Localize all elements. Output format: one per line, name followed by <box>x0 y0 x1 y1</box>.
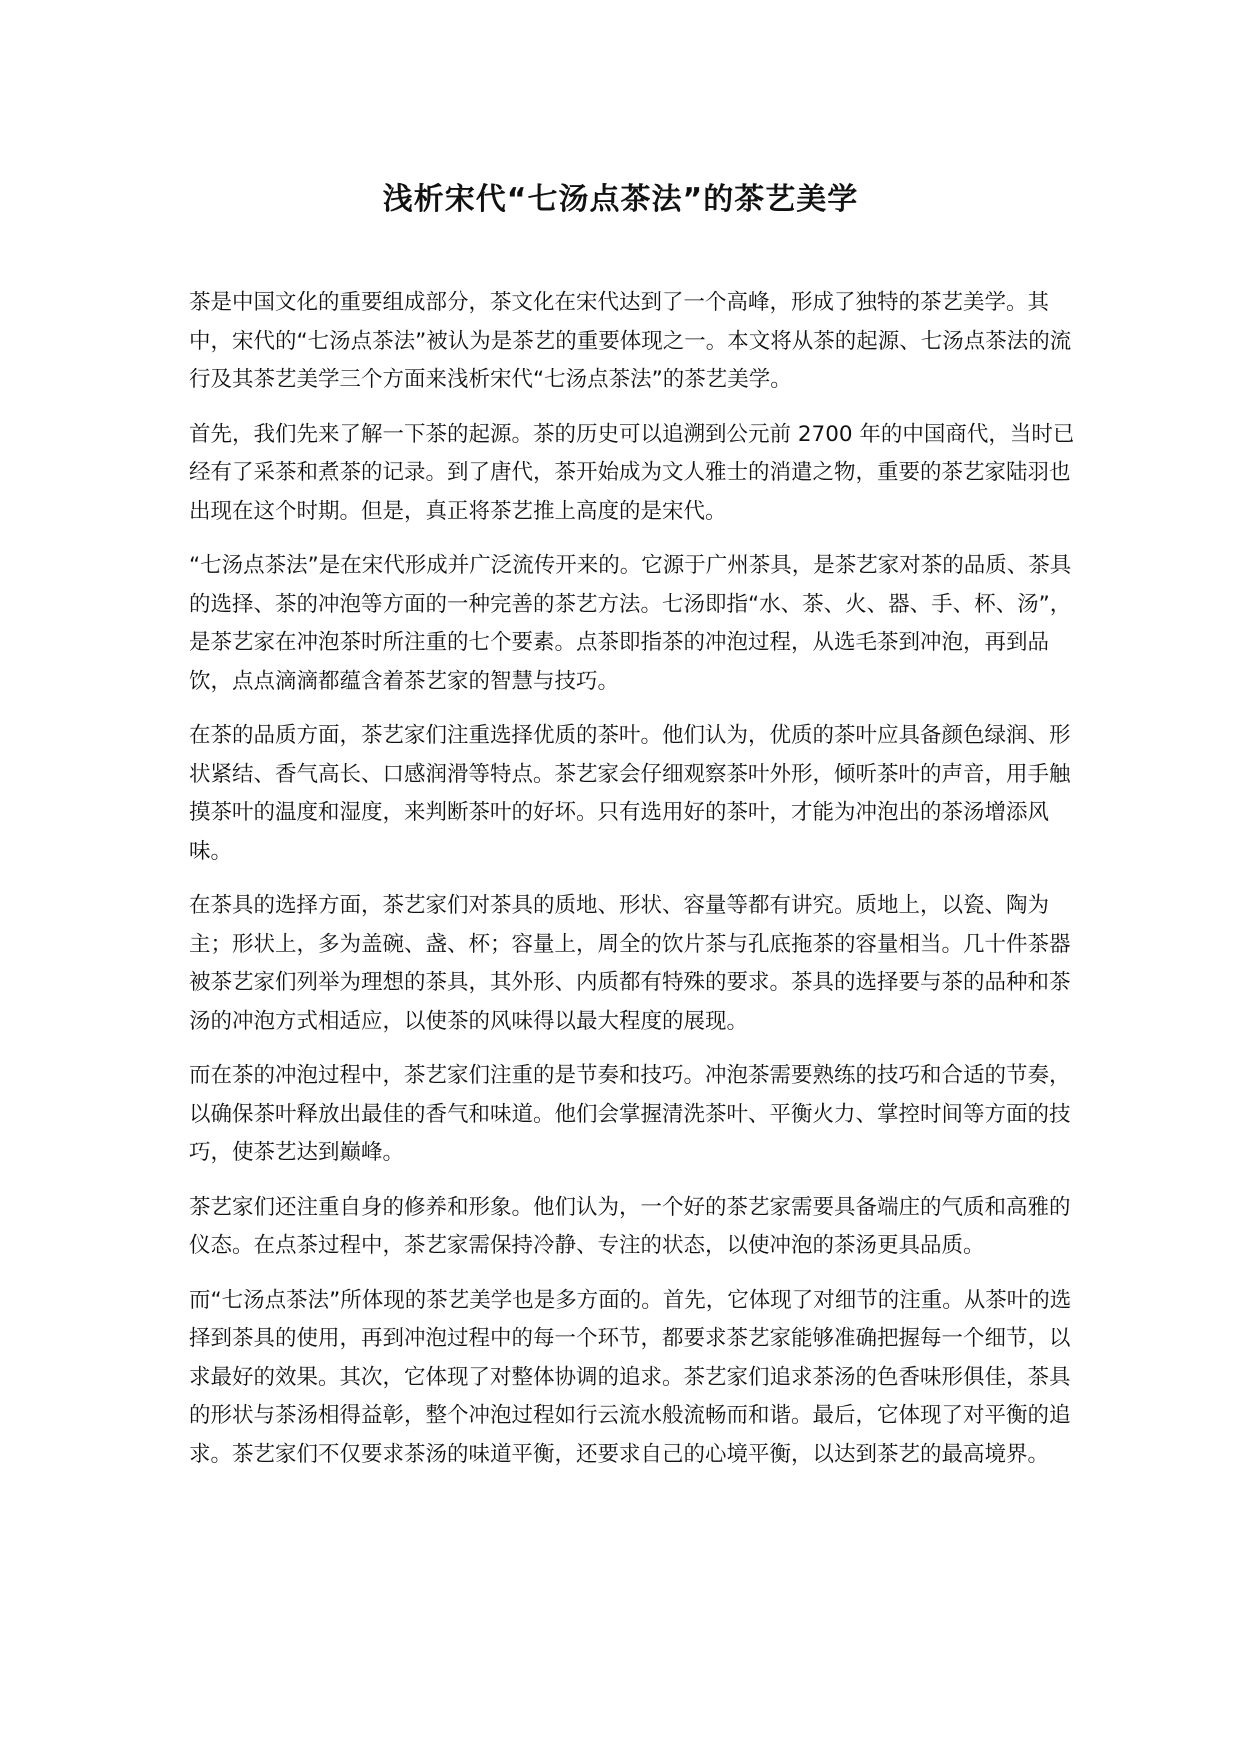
paragraph-1: 茶是中国文化的重要组成部分，茶文化在宋代达到了一个高峰，形成了独特的茶艺美学。其中，宋代的“七汤点茶法”被认为是茶艺的重要体现之一。本文将从茶的起源、七汤点茶法的流行及其茶艺美学三个方面来浅析宋代“七汤点茶法”的茶艺美学。 <box>189 290 1072 392</box>
paragraph-4: 在茶的品质方面，茶艺家们注重选择优质的茶叶。他们认为，优质的茶叶应具备颜色绿润、形状紧结、香气高长、口感润滑等特点。茶艺家会仔细观察茶叶外形，倾听茶叶的声音，用手触摸茶叶的温度和湿度，来判断茶叶的好坏。只有选用好的茶叶，才能为冲泡出的茶汤增添风味。 <box>189 723 1071 864</box>
paragraph-5: 在茶具的选择方面，茶艺家们对茶具的质地、形状、容量等都有讲究。质地上，以瓷、陶为主；形状上，多为盖碗、盏、杯；容量上，周全的饮片茶与孔底拖茶的容量相当。几十件茶器被茶艺家们列举为理想的茶具，其外形、内质都有特殊的要求。茶具的选择要与茶的品种和茶汤的冲泡方式相适应，以使茶的风味得以最大程度的展现。 <box>189 893 1071 1034</box>
document-body <box>189 284 1079 1490</box>
paragraph-6: 而在茶的冲泡过程中，茶艺家们注重的是节奏和技巧。冲泡茶需要熟练的技巧和合适的节奏，以确保茶叶释放出最佳的香气和味道。他们会掌握清洗茶叶、平衡火力、掌控时间等方面的技巧，使茶艺达到巅峰。 <box>189 1063 1071 1165</box>
paragraph-7: 茶艺家们还注重自身的修养和形象。他们认为，一个好的茶艺家需要具备端庄的气质和高雅的仪态。在点茶过程中，茶艺家需保持冷静、专注的状态，以使冲泡的茶汤更具品质。 <box>189 1194 1071 1258</box>
paragraph-8: 而“七汤点茶法”所体现的茶艺美学也是多方面的。首先，它体现了对细节的注重。从茶叶的选择到茶具的使用，再到冲泡过程中的每一个环节，都要求茶艺家能够准确把握每一个细节，以求最好的效果。其次，它体现了对整体协调的追求。茶艺家们追求茶汤的色香味形俱佳，茶具的形状与茶汤相得益彰，整个冲泡过程如行云流水般流畅而和谐。最后，它体现了对平衡的追求。茶艺家们不仅要求茶汤的味道平衡，还要求自己的心境平衡，以达到茶艺的最高境界。 <box>189 1287 1072 1467</box>
paragraph-2: 首先，我们先来了解一下茶的起源。茶的历史可以追溯到公元前 2700 年的中国商代，当时已经有了采茶和煮茶的记录。到了唐代，茶开始成为文人雅士的消遣之物，重要的茶艺家陆羽也出现在这个时期。但是，真正将茶艺推上高度的是宋代。 <box>189 421 1075 524</box>
paragraph-3: “七汤点茶法”是在宋代形成并广泛流传开来的。它源于广州茶具，是茶艺家对茶的品质、茶具的选择、茶的冲泡等方面的一种完善的茶艺方法。七汤即指“水、茶、火、器、手、杯、汤”，是茶艺家在冲泡茶时所注重的七个要素。点茶即指茶的冲泡过程，从选毛茶到冲泡，再到品饮，点点滴滴都蕴含着茶艺家的智慧与技巧。 <box>189 553 1072 694</box>
document-title: 浅析宋代“七汤点茶法”的茶艺美学 <box>382 182 859 217</box>
